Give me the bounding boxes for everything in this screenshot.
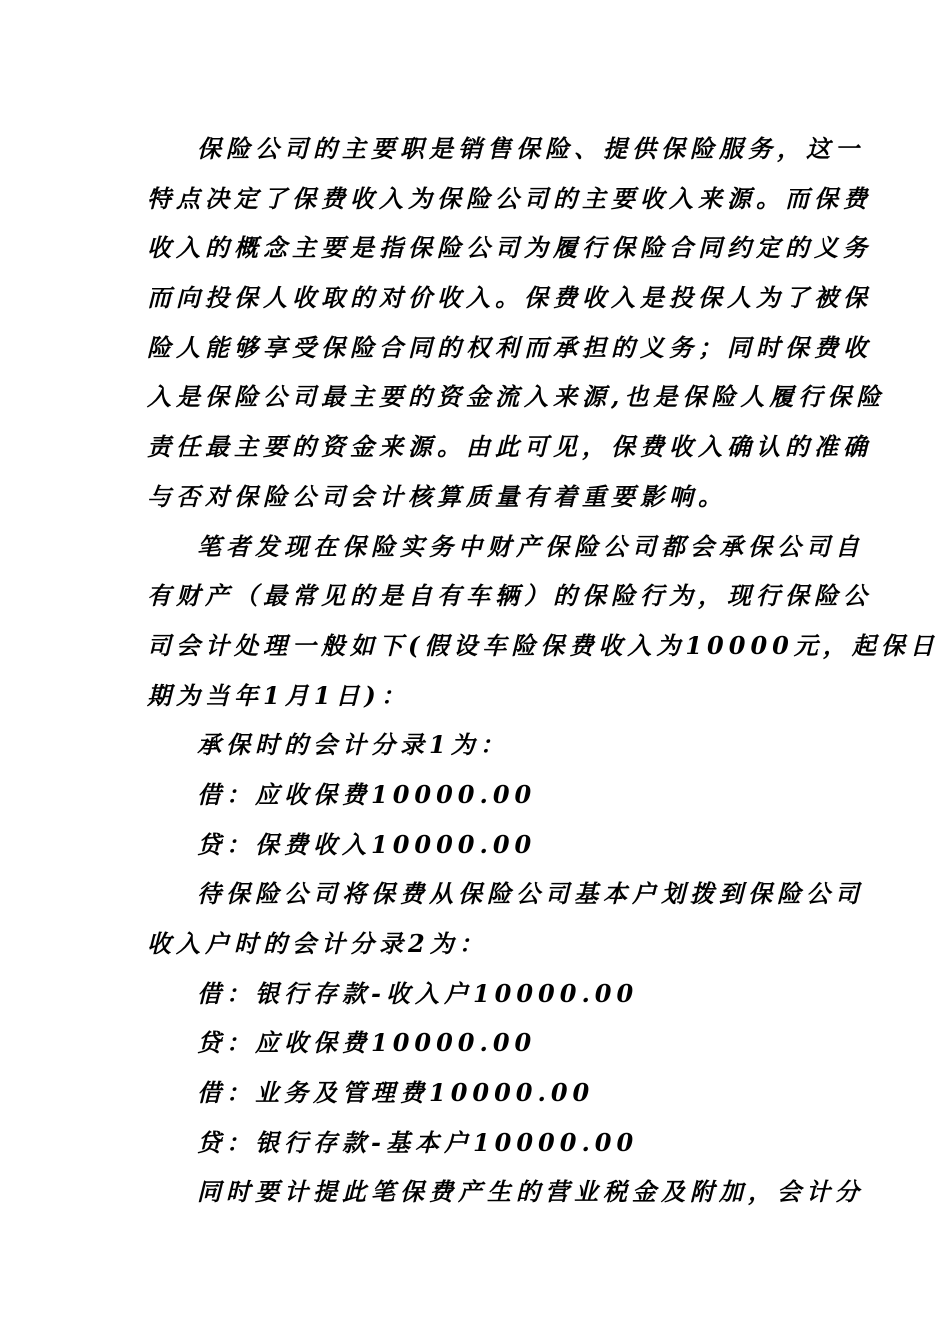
document-body bbox=[147, 124, 939, 1217]
paragraph-line: 笔者发现在保险实务中财产保险公司都会承保公司自 bbox=[197, 531, 864, 561]
paragraph-line: 待保险公司将保费从保险公司基本户划拨到保险公司 bbox=[197, 879, 864, 909]
entry-line: 贷：保费收入10000.00 bbox=[197, 829, 537, 859]
paragraph-line: 而向投保人收取的对价收入。保费收入是投保人为了被保 bbox=[147, 283, 872, 313]
entry-line: 贷：银行存款-基本户10000.00 bbox=[197, 1127, 639, 1157]
paragraph-line: 期为当年1月1日)： bbox=[147, 680, 410, 710]
paragraph-line: 与否对保险公司会计核算质量有着重要影响。 bbox=[147, 481, 727, 511]
paragraph-line: 收入户时的会计分录2为： bbox=[147, 929, 488, 958]
paragraph-line: 收入的概念主要是指保险公司为履行保险合同约定的义务 bbox=[147, 233, 872, 263]
entry-line: 借：银行存款-收入户10000.00 bbox=[197, 978, 639, 1008]
paragraph-line: 同时要计提此笔保费产生的营业税金及附加，会计分 bbox=[197, 1177, 864, 1207]
entry-line: 贷：应收保费10000.00 bbox=[197, 1028, 537, 1058]
paragraph-line: 险人能够享受保险合同的权利而承担的义务；同时保费收 bbox=[147, 332, 872, 362]
entry-line: 借：应收保费10000.00 bbox=[197, 779, 537, 809]
paragraph-line: 有财产（最常见的是自有车辆）的保险行为，现行保险公 bbox=[147, 581, 872, 611]
entry-line: 承保时的会计分录1为： bbox=[197, 730, 509, 760]
entry-line: 借：业务及管理费10000.00 bbox=[197, 1078, 595, 1108]
paragraph-line: 保险公司的主要职是销售保险、提供保险服务，这一 bbox=[197, 134, 864, 163]
paragraph-line: 入是保险公司最主要的资金流入来源,也是保险人履行保险 bbox=[147, 382, 886, 412]
paragraph-line: 责任最主要的资金来源。由此可见，保费收入确认的准确 bbox=[147, 432, 872, 462]
paragraph-line: 特点决定了保费收入为保险公司的主要收入来源。而保费 bbox=[147, 183, 872, 213]
paragraph-line: 司会计处理一般如下(假设车险保费收入为10000元，起保日 bbox=[147, 630, 939, 660]
